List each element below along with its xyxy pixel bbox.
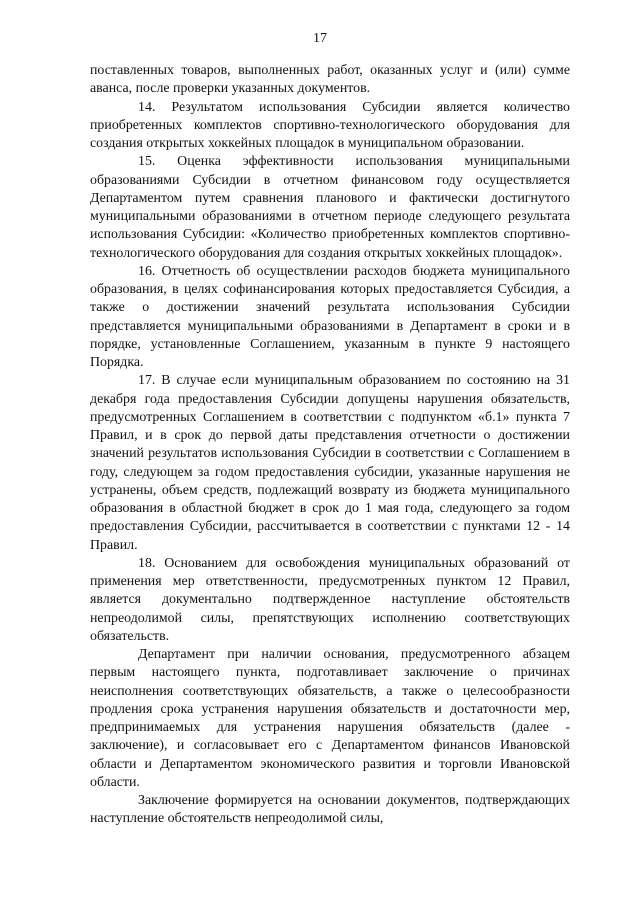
paragraph-18: 18. Основанием для освобождения муниципальных образований от применения мер ответственности, предусмотренных пунктом 12 Правил, является документально подтвержденное наступление обстоятельств непреодолимой силы, препятствующих исполнению соответствующих обязательств. [90,555,570,644]
paragraph-18-conclusion: Заключение формируется на основании документов, подтверждающих наступление обстоятельств непреодолимой силы, [90,793,570,827]
paragraph-continuation: поставленных товаров, выполненных работ, оказанных услуг и (или) сумме аванса, после проверки указанных документов. [90,63,570,97]
paragraph-18-department: Департамент при наличии основания, предусмотренного абзацем первым настоящего пункта, подготавливает заключение о причинах неисполнения соответствующих обязательств, а также о целесообразности продления срока устранения нарушения обязательств и достаточности мер, предпринимаемых для устранения нарушения обязательств (далее - заключение), и согласовывает его с Департаментом финансов Ивановской области и Департаментом экономического развития и торговли Ивановской области. [90,647,570,790]
paragraph-14: 14. Результатом использования Субсидии является количество приобретенных комплектов спортивно-технологического оборудования для создания открытых хоккейных площадок в муниципальном образовании. [90,99,570,151]
paragraph-15: 15. Оценка эффективности использования муниципальными образованиями Субсидии в отчетном финансовом году осуществляется Департаментом путем сравнения планового и фактически достигнутого муниципальными образованиями в отчетном периоде следующего результата использования Субсидии: «Количество приобретенных комплектов спортивно-технологического оборудования для создания открытых хоккейных площадок». [90,154,570,261]
paragraph-16: 16. Отчетность об осуществлении расходов бюджета муниципального образования, в целях софинансирования которых предоставляется Субсидия, а также о достижении значений результата использования Субсидии представляется муниципальными образованиями в Департамент в сроки и в порядке, установленные Соглашением, указанным в пункте 9 настоящего Порядка. [90,263,570,370]
page-number: 17 [313,31,327,46]
document-body [90,62,570,829]
paragraph-17: 17. В случае если муниципальным образованием по состоянию на 31 декабря года предоставления Субсидии допущены нарушения обязательств, предусмотренных Соглашением в соответствии с подпунктом «б.1» пункта 7 Правил, и в срок до первой даты представления отчетности о достижении значений результатов использования Субсидии в соответствии с Соглашением в году, следующем за годом предоставления субсидии, указанные нарушения не устранены, объем средств, подлежащий возврату из бюджета муниципального образования в областной бюджет в срок до 1 мая года, следующего за годом предоставления Субсидии, рассчитывается в соответствии с пунктами 12 - 14 Правил. [90,373,570,553]
